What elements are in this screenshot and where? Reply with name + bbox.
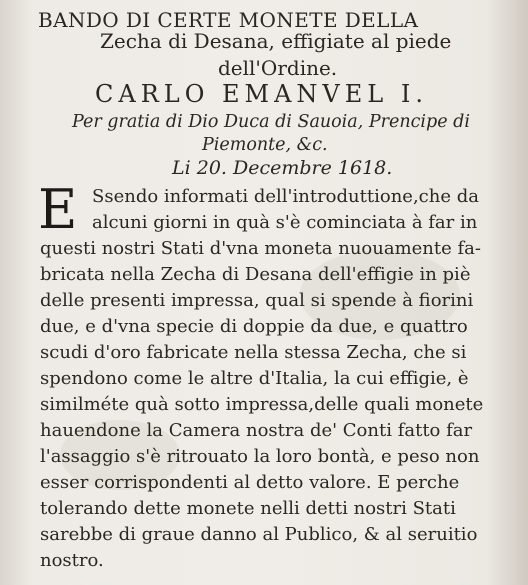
body-line-2: alcuni giorni in quà s'è cominciata à far in [92, 212, 478, 233]
heading-line-2: Zecha di Desana, effigiate al piede [100, 29, 452, 53]
body-line: scudi d'oro fabricate nella stessa Zecha, che si [40, 342, 467, 363]
body-line: esser corrispondenti al detto valore. E perche [40, 472, 460, 493]
body-line-1: Ssendo informati dell'introduttione,che da [92, 186, 479, 207]
ruler-title-line-1: Per gratia di Dio Duca di Sauoia, Prencipe di [72, 112, 470, 132]
ruler-title-line-2: Piemonte, &c. [202, 135, 328, 155]
body-line: bricata nella Zecha di Desana dell'effigie in piè [40, 264, 471, 285]
decree-date: Li 20. Decembre 1618. [172, 157, 393, 179]
body-line: sarebbe di graue danno al Publico, & al seruitio [40, 524, 478, 545]
body-line: delle presenti impressa, qual si spende à fiorini [40, 290, 474, 311]
ruler-name: CARLO EMANVEL I. [95, 80, 428, 108]
body-line: tolerando dette monete nelli detti nostri Stati [40, 498, 456, 519]
body-line: due, e d'vna specie di doppie da due, e quattro [40, 316, 468, 337]
heading-line-3: dell'Ordine. [218, 56, 338, 80]
body-line: hauendone la Camera nostra de' Conti fatto far [40, 420, 473, 441]
body-line: l'assaggio s'è ritrouato la loro bontà, e peso non [40, 446, 480, 467]
heading-line-1: BANDO DI CERTE MONETE DELLA [38, 8, 419, 32]
drop-cap: E [38, 178, 78, 241]
body-line: similméte quà sotto impressa,delle quali monete [40, 394, 484, 415]
body-line: spendono come le altre d'Italia, la cui effigie, è [40, 368, 469, 389]
body-line: nostro. [40, 550, 104, 571]
body-line: questi nostri Stati d'vna moneta nuouamente fa- [40, 238, 481, 259]
